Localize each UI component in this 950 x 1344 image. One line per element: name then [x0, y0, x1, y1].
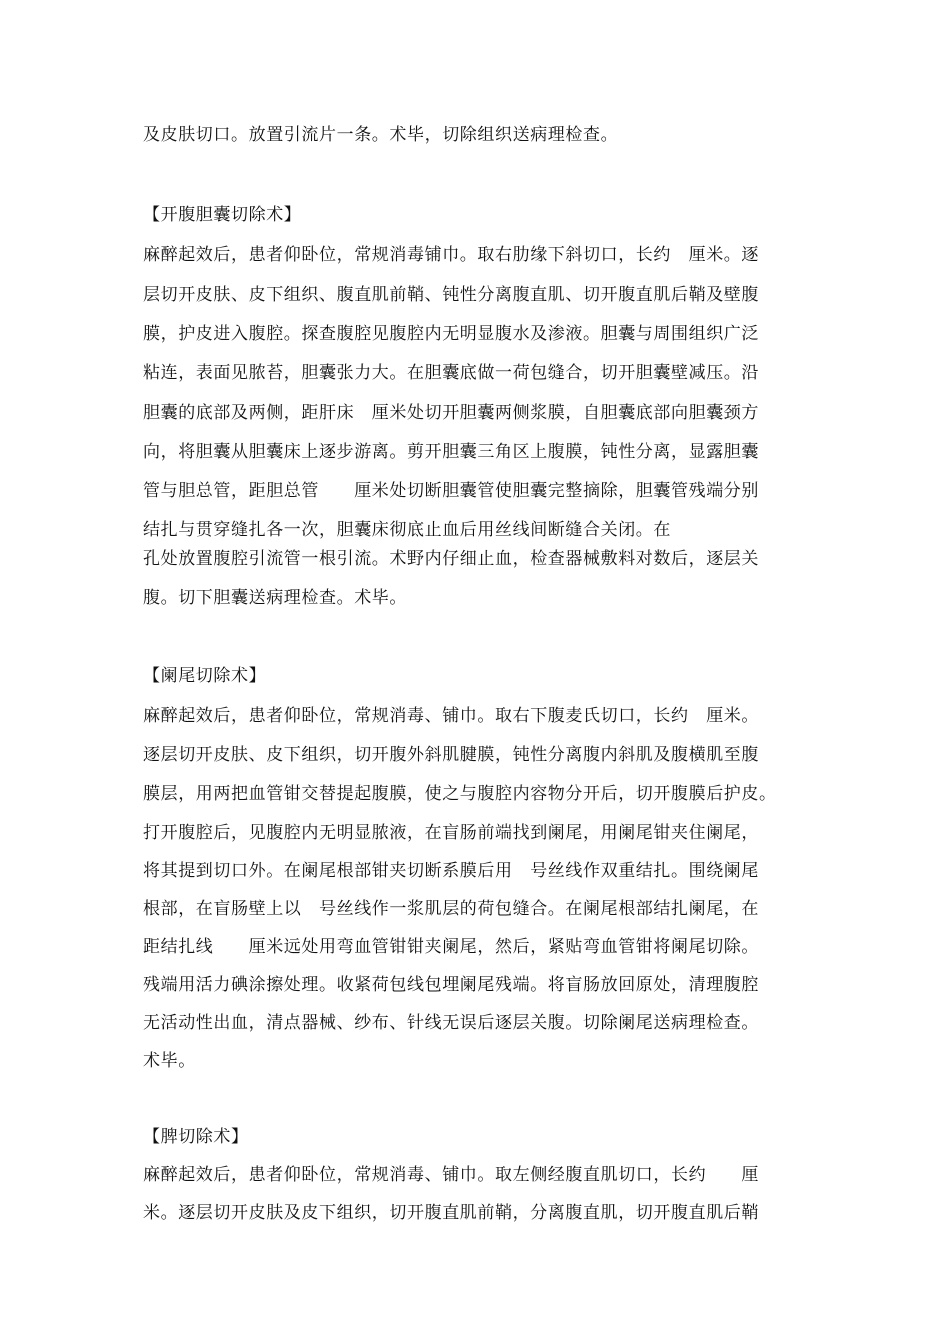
paragraph-line: 管与胆总管，距胆总管 厘米处切断胆囊管使胆囊完整摘除，胆囊管残端分别	[143, 481, 759, 501]
paragraph-line: 向，将胆囊从胆囊床上逐步游离。剪开胆囊三角区上腹膜，钝性分离，显露胆囊	[143, 442, 759, 462]
paragraph-line: 距结扎线 厘米远处用弯血管钳钳夹阑尾，然后，紧贴弯血管钳将阑尾切除。	[143, 937, 759, 957]
paragraph-line: 结扎与贯穿缝扎各一次，胆囊床彻底止血后用丝线间断缝合关闭。在	[143, 520, 671, 540]
paragraph-line: 粘连，表面见脓苔，胆囊张力大。在胆囊底做一荷包缝合，切开胆囊壁减压。沿	[143, 363, 759, 383]
paragraph-line: 术毕。	[143, 1051, 196, 1071]
paragraph-line: 胆囊的底部及两侧，距肝床 厘米处切开胆囊两侧浆膜，自胆囊底部向胆囊颈方	[143, 403, 759, 423]
paragraph-line: 麻醉起效后，患者仰卧位，常规消毒、铺巾。取右下腹麦氏切口，长约 厘米。	[143, 706, 759, 726]
intro-line: 及皮肤切口。放置引流片一条。术毕，切除组织送病理检查。	[143, 125, 619, 145]
paragraph-line: 米。逐层切开皮肤及皮下组织，切开腹直肌前鞘，分离腹直肌，切开腹直肌后鞘	[143, 1203, 759, 1223]
paragraph-line: 无活动性出血，清点器械、纱布、针线无误后逐层关腹。切除阑尾送病理检查。	[143, 1013, 759, 1033]
paragraph-line: 层切开皮肤、皮下组织、腹直肌前鞘、钝性分离腹直肌、切开腹直肌后鞘及壁腹	[143, 285, 759, 305]
section-heading-cholecystectomy: 【开腹胆囊切除术】	[143, 205, 302, 225]
paragraph-line: 将其提到切口外。在阑尾根部钳夹切断系膜后用 号丝线作双重结扎。围绕阑尾	[143, 861, 759, 881]
section-heading-splenectomy: 【脾切除术】	[143, 1127, 249, 1147]
section-heading-appendectomy: 【阑尾切除术】	[143, 666, 267, 686]
paragraph-line: 孔处放置腹腔引流管一根引流。术野内仔细止血，检查器械敷料对数后，逐层关	[143, 549, 759, 569]
paragraph-line: 打开腹腔后，见腹腔内无明显脓液，在盲肠前端找到阑尾，用阑尾钳夹住阑尾，	[143, 823, 759, 843]
paragraph-line: 麻醉起效后，患者仰卧位，常规消毒、铺巾。取左侧经腹直肌切口，长约 厘	[143, 1165, 759, 1185]
paragraph-line: 逐层切开皮肤、皮下组织，切开腹外斜肌腱膜，钝性分离腹内斜肌及腹横肌至腹	[143, 745, 759, 765]
paragraph-line: 根部，在盲肠壁上以 号丝线作一浆肌层的荷包缝合。在阑尾根部结扎阑尾，在	[143, 899, 759, 919]
paragraph-line: 膜层，用两把血管钳交替提起腹膜，使之与腹腔内容物分开后，切开腹膜后护皮。	[143, 784, 777, 804]
paragraph-line: 膜，护皮进入腹腔。探查腹腔见腹腔内无明显腹水及渗液。胆囊与周围组织广泛	[143, 324, 759, 344]
paragraph-line: 残端用活力碘涂擦处理。收紧荷包线包埋阑尾残端。将盲肠放回原处，清理腹腔	[143, 975, 759, 995]
paragraph-line: 麻醉起效后，患者仰卧位，常规消毒铺巾。取右肋缘下斜切口，长约 厘米。逐	[143, 245, 759, 265]
paragraph-line: 腹。切下胆囊送病理检查。术毕。	[143, 588, 407, 608]
